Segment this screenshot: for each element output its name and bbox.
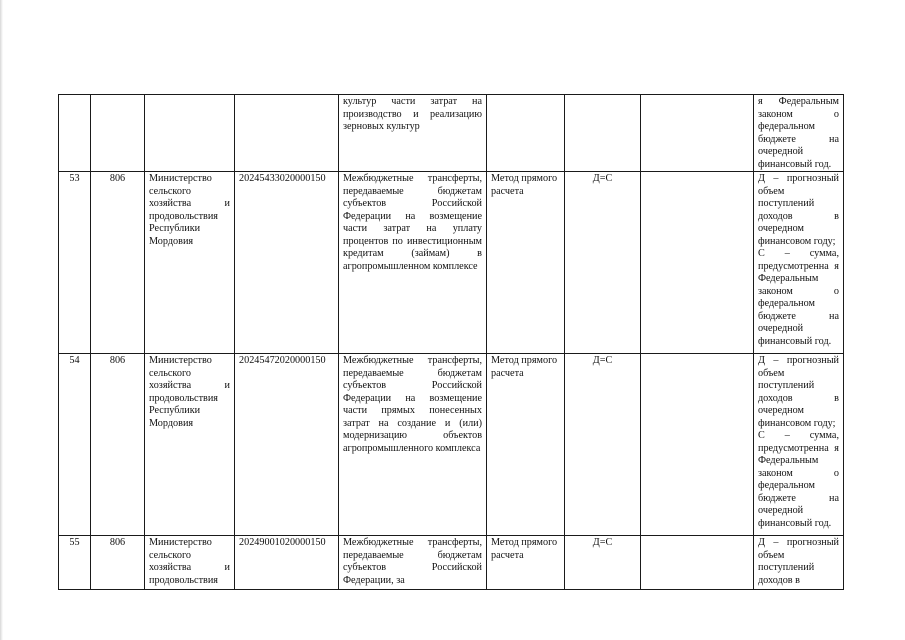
formula-explanation: я Федеральным законом о федеральном бюджете на очередной финансовый год. <box>758 96 839 170</box>
organization-cell <box>145 95 235 172</box>
table-row <box>59 95 844 172</box>
extra-cell <box>641 95 754 172</box>
row-number-cell <box>59 172 91 354</box>
calc-formula: Д=С <box>592 537 613 548</box>
extra-cell <box>641 536 754 590</box>
admin-code: 806 <box>109 355 126 366</box>
kbk-code-cell <box>235 95 339 172</box>
organization-name: Министерство сельского хозяйства и продовольствия Республики Мордовия <box>149 355 230 429</box>
admin-code-cell <box>91 95 145 172</box>
formula-explanation: Д – прогнозный объем поступлений доходов в <box>758 537 839 586</box>
row-number-cell <box>59 354 91 536</box>
method-cell <box>487 172 565 354</box>
forecast-method: Метод прямого расчета <box>491 355 558 379</box>
kbk-code-cell <box>235 172 339 354</box>
table-row <box>59 172 844 354</box>
formula-explanation: Д – прогнозный объем поступлений доходов в очередном финансовом году; С – сумма, предусмотренна я Федеральным законом о федеральном бюджете на очередной финансовый год. <box>758 355 839 529</box>
kbk-code: 20249001020000150 <box>239 537 326 548</box>
calc-formula: Д=С <box>592 173 613 184</box>
kbk-code: 20245472020000150 <box>239 355 326 366</box>
organization-name: Министерство сельского хозяйства и продовольствия Республики Мордовия <box>149 173 230 247</box>
scan-page-edge <box>0 0 3 640</box>
row-number-cell <box>59 536 91 590</box>
formula-explanation: Д – прогнозный объем поступлений доходов в очередном финансовом году; С – сумма, предусмотренна я Федеральным законом о федеральном бюджете на очередной финансовый год. <box>758 173 839 347</box>
formula-explanation-cell <box>754 95 844 172</box>
calc-formula-cell <box>565 536 641 590</box>
forecast-method: Метод прямого расчета <box>491 537 558 561</box>
row-number-cell <box>59 95 91 172</box>
row-number: 54 <box>69 355 80 366</box>
formula-explanation-cell <box>754 172 844 354</box>
admin-code: 806 <box>109 173 126 184</box>
row-number: 53 <box>69 173 80 184</box>
method-cell <box>487 536 565 590</box>
organization-name: Министерство сельского хозяйства и продовольствия <box>149 537 230 586</box>
forecast-method: Метод прямого расчета <box>491 173 558 197</box>
revenue-description-cell <box>339 172 487 354</box>
revenue-description: культур части затрат на производство и реализацию зерновых культур <box>343 96 482 132</box>
calc-formula-cell <box>565 95 641 172</box>
table-body <box>59 95 844 590</box>
method-cell <box>487 354 565 536</box>
revenue-description-cell <box>339 354 487 536</box>
formula-explanation-cell <box>754 354 844 536</box>
kbk-code-cell <box>235 354 339 536</box>
extra-cell <box>641 172 754 354</box>
revenue-description-cell <box>339 95 487 172</box>
revenue-description: Межбюджетные трансферты, передаваемые бюджетам субъектов Российской Федерации на возмещение части затрат на уплату процентов по инвестиционным кредитам (займам) в агропромышленном комплексе <box>343 173 482 272</box>
admin-code-cell <box>91 354 145 536</box>
row-number: 55 <box>69 537 80 548</box>
formula-explanation-cell <box>754 536 844 590</box>
kbk-code: 20245433020000150 <box>239 173 326 184</box>
admin-code: 806 <box>109 537 126 548</box>
table-row <box>59 354 844 536</box>
calc-formula-cell <box>565 172 641 354</box>
organization-cell <box>145 172 235 354</box>
extra-cell <box>641 354 754 536</box>
kbk-code-cell <box>235 536 339 590</box>
revenue-description: Межбюджетные трансферты, передаваемые бюджетам субъектов Российской Федерации, за <box>343 537 482 586</box>
organization-cell <box>145 354 235 536</box>
organization-cell <box>145 536 235 590</box>
method-cell <box>487 95 565 172</box>
revenue-description: Межбюджетные трансферты, передаваемые бюджетам субъектов Российской Федерации на возмещение части прямых понесенных затрат на создание и (или) модернизацию объектов агропромышленного комплекса <box>343 355 482 454</box>
calc-formula: Д=С <box>592 355 613 366</box>
table-row <box>59 536 844 590</box>
admin-code-cell <box>91 172 145 354</box>
calc-formula-cell <box>565 354 641 536</box>
revenue-forecast-table <box>58 94 844 590</box>
admin-code-cell <box>91 536 145 590</box>
revenue-description-cell <box>339 536 487 590</box>
